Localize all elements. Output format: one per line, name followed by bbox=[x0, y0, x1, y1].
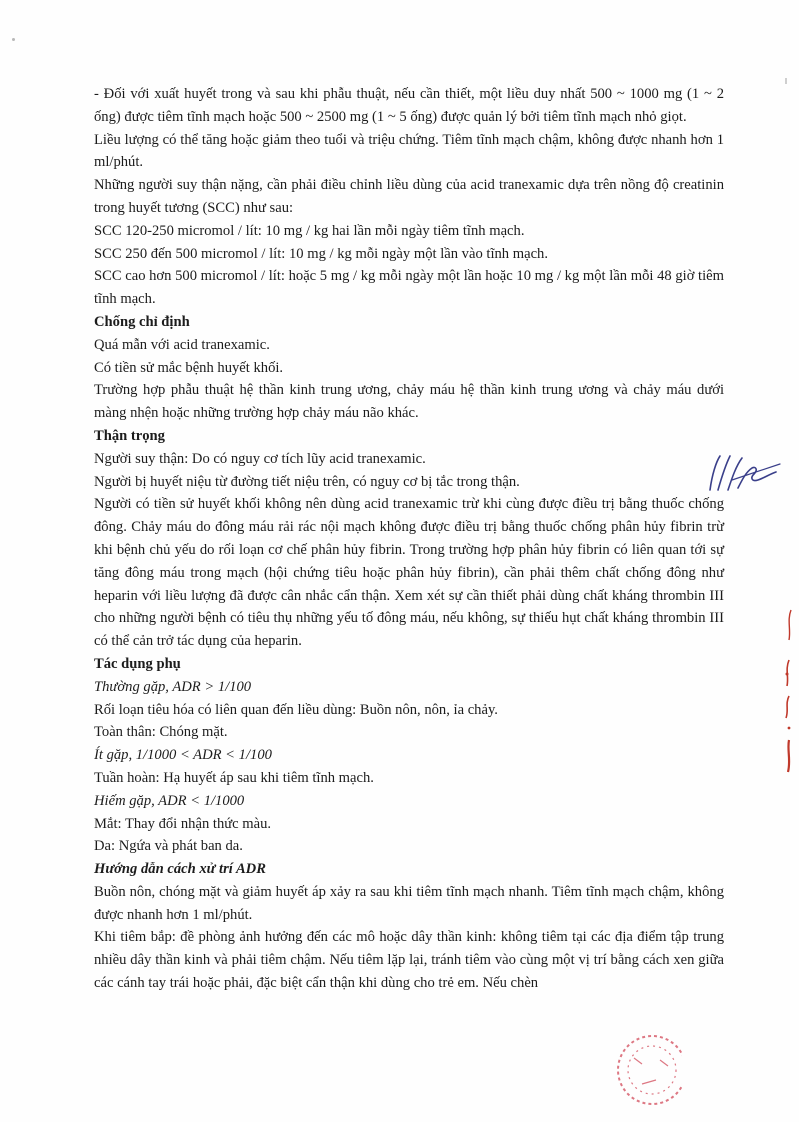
signature-icon bbox=[702, 450, 782, 498]
paragraph: Tuần hoàn: Hạ huyết áp sau khi tiêm tĩnh mạch. bbox=[94, 769, 374, 786]
red-edge-mark-icon bbox=[777, 600, 795, 780]
paragraph: Mắt: Thay đổi nhận thức màu. bbox=[94, 815, 272, 832]
document-body bbox=[94, 83, 724, 995]
scan-speck bbox=[12, 38, 15, 41]
paragraph: SCC cao hơn 500 micromol / lít: hoặc 5 mg / kg mỗi ngày một lần hoặc 10 mg / kg một lần mỗi 48 giờ tiêm tĩnh mạch. bbox=[94, 268, 724, 308]
paragraph: SCC 250 đến 500 micromol / lít: 10 mg / kg mỗi ngày một lần vào tĩnh mạch. bbox=[94, 245, 548, 262]
paragraph: Buồn nôn, chóng mặt và giảm huyết áp xảy ra sau khi tiêm tĩnh mạch nhanh. Tiêm tĩnh mạch chậm, không được nhanh hơn 1 ml/phút. bbox=[94, 883, 724, 923]
section-heading: Ít gặp, 1/1000 < ADR < 1/100 bbox=[94, 747, 272, 764]
section-heading: Hiếm gặp, ADR < 1/1000 bbox=[94, 792, 245, 809]
paragraph: Toàn thân: Chóng mặt. bbox=[94, 724, 228, 741]
paragraph: Rối loạn tiêu hóa có liên quan đến liều dùng: Buồn nôn, nôn, ỉa chảy. bbox=[94, 701, 498, 718]
paragraph: Trường hợp phẫu thuật hệ thần kinh trung ương, chảy máu hệ thần kinh trung ương và chảy máu dưới màng nhện hoặc những trường hợp chảy máu não khác. bbox=[94, 382, 724, 422]
paragraph: Liều lượng có thể tăng hoặc giảm theo tuổi và triệu chứng. Tiêm tĩnh mạch chậm, không được nhanh hơn 1 ml/phút. bbox=[94, 131, 724, 171]
section-heading: Tác dụng phụ bbox=[94, 655, 181, 672]
paragraph: Quá mẫn với acid tranexamic. bbox=[94, 336, 270, 353]
paragraph: - Đối với xuất huyết trong và sau khi phẫu thuật, nếu cần thiết, một liều duy nhất 500 ~ 1000 mg (1 ~ 2 ống) được tiêm tĩnh mạch hoặc 500 ~ 2500 mg (1 ~ 5 ống) được quản lý bởi tiêm tĩnh mạch nhỏ giọt. bbox=[94, 86, 724, 125]
paragraph: Những người suy thận nặng, cần phải điều chỉnh liều dùng của acid tranexamic dựa trên nồng độ creatinin trong huyết tương (SCC) như sau: bbox=[94, 177, 724, 216]
paragraph: Có tiền sử mắc bệnh huyết khối. bbox=[94, 359, 284, 376]
scan-speck bbox=[785, 78, 787, 84]
paragraph: Da: Ngứa và phát ban da. bbox=[94, 838, 243, 855]
section-heading: Thường gặp, ADR > 1/100 bbox=[94, 678, 252, 695]
paragraph: Người bị huyết niệu từ đường tiết niệu trên, có nguy cơ bị tắc trong thận. bbox=[94, 473, 520, 490]
paragraph: Khi tiêm bắp: đề phòng ảnh hưởng đến các mô hoặc dây thần kinh: không tiêm tại các địa điểm tập trung nhiều dây thần kinh và phải tiêm chậm. Nếu tiêm lặp lại, tránh tiêm vào cùng một vị trí bằng cách xen giữa các cánh tay trái hoặc phải, đặc biệt cẩn thận khi dùng cho trẻ em. Nếu chèn bbox=[94, 929, 724, 992]
section-heading: Hướng dẫn cách xử trí ADR bbox=[94, 861, 266, 878]
seal-stamp-icon bbox=[612, 1000, 682, 1110]
section-heading: Thận trọng bbox=[94, 427, 165, 444]
paragraph: SCC 120-250 micromol / lít: 10 mg / kg hai lần mỗi ngày tiêm tĩnh mạch. bbox=[94, 222, 525, 239]
paragraph: Người có tiền sử huyết khối không nên dùng acid tranexamic trừ khi cùng được điều trị bằng thuốc chống đông. Chảy máu do đông máu rải rác nội mạch không được điều trị bằng thuốc chống phân hủy fibrin trừ khi bệnh chủ yếu do rối loạn cơ chế phân hủy fibrin. Trong trường hợp phân hủy fibrin có liên quan tới sự tăng đông máu trong mạch (hội chứng tiêu hoặc phân hủy fibrin), cần phải thêm chất chống đông như heparin với liều lượng đã được cân nhắc cẩn thận. Xem xét sự cần thiết phải dùng chất kháng thrombin III cho những người bệnh có tiêu thụ những yếu tố đông máu, nếu không, sự thiếu hụt chất kháng thrombin III có thể cản trở tác dụng của heparin. bbox=[94, 496, 724, 650]
paragraph: Người suy thận: Do có nguy cơ tích lũy acid tranexamic. bbox=[94, 450, 426, 467]
section-heading: Chống chỉ định bbox=[94, 313, 190, 330]
